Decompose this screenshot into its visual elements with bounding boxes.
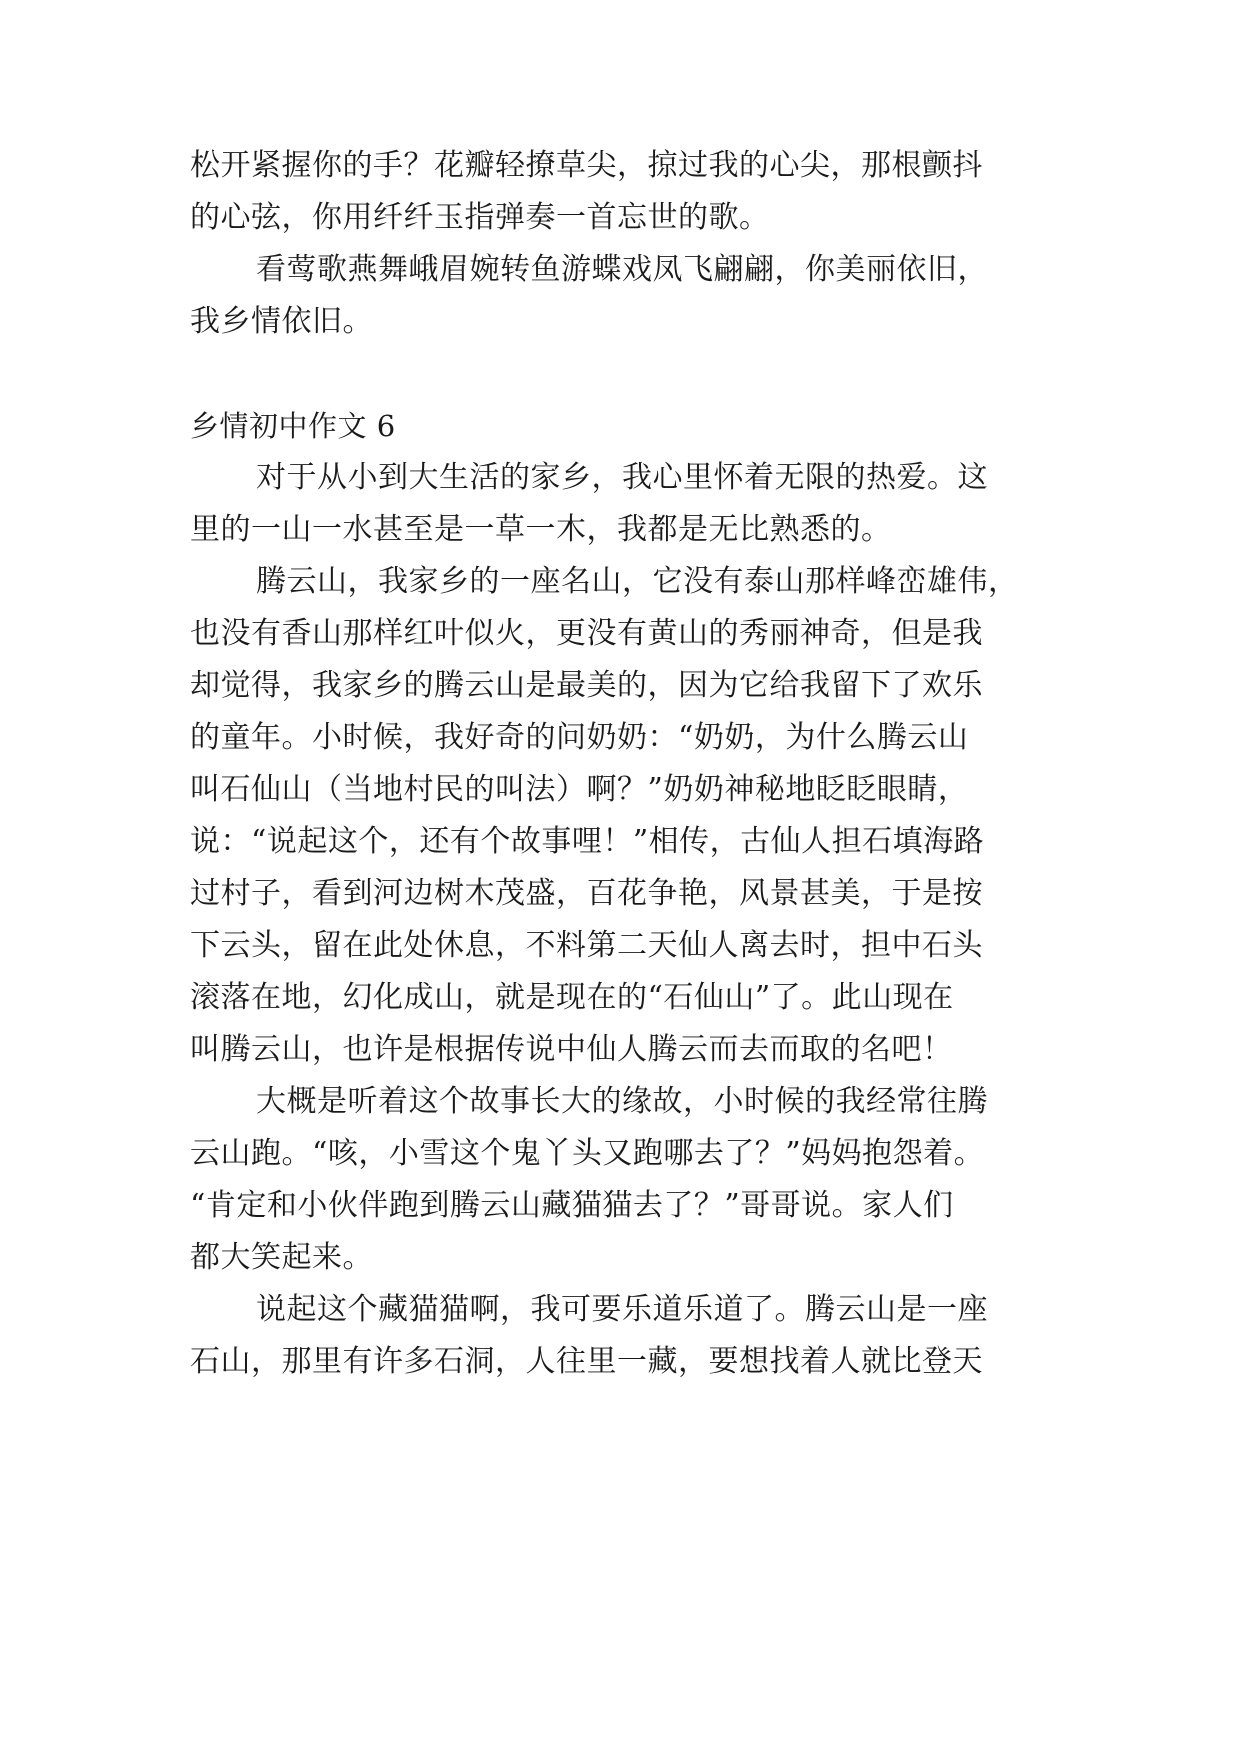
- text-line: 的心弦，你用纤纤玉指弹奏一首忘世的歌。: [190, 200, 770, 235]
- text-line: 石山，那里有许多石洞，人往里一藏，要想找着人就比登天: [190, 1344, 983, 1379]
- text-line: 却觉得，我家乡的腾云山是最美的，因为它给我留下了欢乐: [190, 668, 983, 703]
- paragraph-first-line: 腾云山，我家乡的一座名山，它没有泰山那样峰峦雄伟，: [256, 564, 1019, 599]
- text-line: 里的一山一水甚至是一草一木，我都是无比熟悉的。: [190, 512, 892, 547]
- paragraph-first-line: 看莺歌燕舞峨眉婉转鱼游蝶戏凤飞翩翩，你美丽依旧，: [256, 252, 988, 287]
- text-line: 都大笑起来。: [190, 1240, 373, 1275]
- text-line: “肯定和小伙伴跑到腾云山藏猫猫去了？”哥哥说。家人们: [190, 1188, 954, 1223]
- text-line: 的童年。小时候，我好奇的问奶奶：“奶奶，为什么腾云山: [190, 720, 969, 755]
- text-line: 也没有香山那样红叶似火，更没有黄山的秀丽神奇，但是我: [190, 616, 983, 651]
- text-line: 松开紧握你的手？花瓣轻撩草尖，掠过我的心尖，那根颤抖: [190, 148, 983, 183]
- text-line: 叫石仙山（当地村民的叫法）啊？”奶奶神秘地眨眨眼睛，: [190, 772, 969, 807]
- text-line: 滚落在地，幻化成山，就是现在的“石仙山”了。此山现在: [190, 980, 954, 1015]
- text-line: 说：“说起这个，还有个故事哩！”相传，古仙人担石填海路: [190, 824, 985, 859]
- text-line: 过村子，看到河边树木茂盛，百花争艳，风景甚美，于是按: [190, 876, 983, 911]
- text-line: 云山跑。“咳，小雪这个鬼丫头又跑哪去了？”妈妈抱怨着。: [190, 1136, 985, 1171]
- text-line: 叫腾云山，也许是根据传说中仙人腾云而去而取的名吧！: [190, 1032, 953, 1067]
- paragraph-first-line: 大概是听着这个故事长大的缘故，小时候的我经常往腾: [256, 1084, 988, 1119]
- paragraph-first-line: 说起这个藏猫猫啊，我可要乐道乐道了。腾云山是一座: [256, 1292, 988, 1327]
- section-heading: 乡情初中作文 6: [190, 409, 396, 443]
- text-line: 下云头，留在此处休息，不料第二天仙人离去时，担中石头: [190, 928, 983, 963]
- text-line: 我乡情依旧。: [190, 304, 373, 339]
- paragraph-first-line: 对于从小到大生活的家乡，我心里怀着无限的热爱。这: [256, 460, 988, 495]
